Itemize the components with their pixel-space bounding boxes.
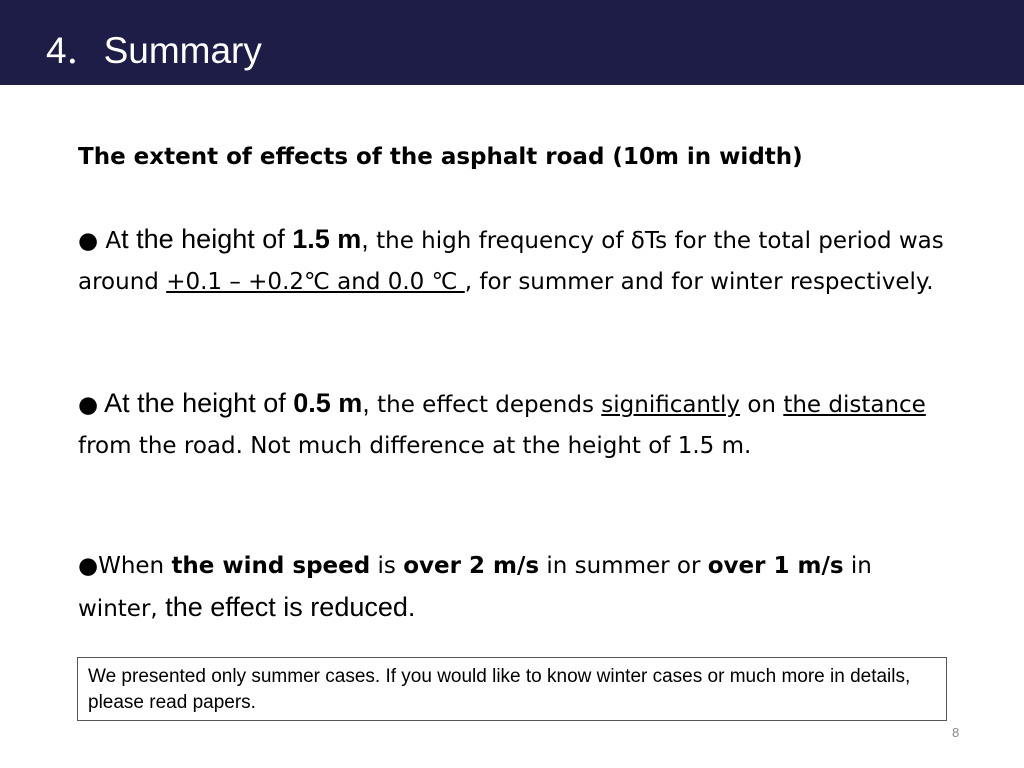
bullet-text: from the road. Not much difference at the height of 1.5 m. (78, 433, 752, 459)
bullet-text: , (362, 388, 370, 418)
page-number: 8 (952, 725, 960, 740)
bullet-emphasis: 0.5 m (293, 388, 363, 418)
bullet-underlined: +0.1 – +0.2℃ and 0.0 ℃ (166, 269, 465, 295)
bullet-text: on (740, 392, 784, 418)
bullet-emphasis: over 2 m/s (403, 553, 540, 579)
bullet-emphasis: the wind speed (171, 553, 371, 579)
bullet-emphasis: 1.5 m (292, 224, 362, 254)
bullet-item (78, 383, 948, 467)
bullet-text: When (98, 553, 172, 579)
section-heading: The extent of effects of the asphalt road (10m in width) (78, 144, 803, 170)
bullet-text: the effect is reduced. (157, 592, 416, 622)
bullet-text: the high frequency of δTs for the total period was around (78, 228, 944, 295)
bullet-underlined: the distance (783, 392, 926, 418)
bullet-text: in summer or (539, 553, 708, 579)
bullet-dot-icon: ● (78, 228, 99, 254)
note-box: We presented only summer cases. If you would like to know winter cases or much more in details, please read papers. (77, 657, 947, 721)
bullet-text: , for summer and for winter respectively. (464, 269, 934, 295)
bullet-text: , (361, 224, 369, 254)
bullet-underlined: significantly (601, 392, 741, 418)
bullet-text: t the height of (121, 224, 293, 254)
slide-header (0, 0, 1024, 85)
bullet-emphasis: over 1 m/s (707, 553, 844, 579)
bullet-text: A (98, 228, 122, 254)
bullet-item (78, 546, 948, 630)
bullet-text: At the height of (98, 388, 294, 418)
bullet-text: is (370, 553, 404, 579)
bullet-text: in winter, (78, 553, 872, 622)
bullet-item (78, 219, 948, 303)
bullet-dot-icon: ● (78, 553, 99, 579)
slide-title: 4．Summary (46, 30, 262, 71)
bullet-text: the effect depends (369, 392, 602, 418)
bullet-dot-icon: ● (78, 392, 99, 418)
